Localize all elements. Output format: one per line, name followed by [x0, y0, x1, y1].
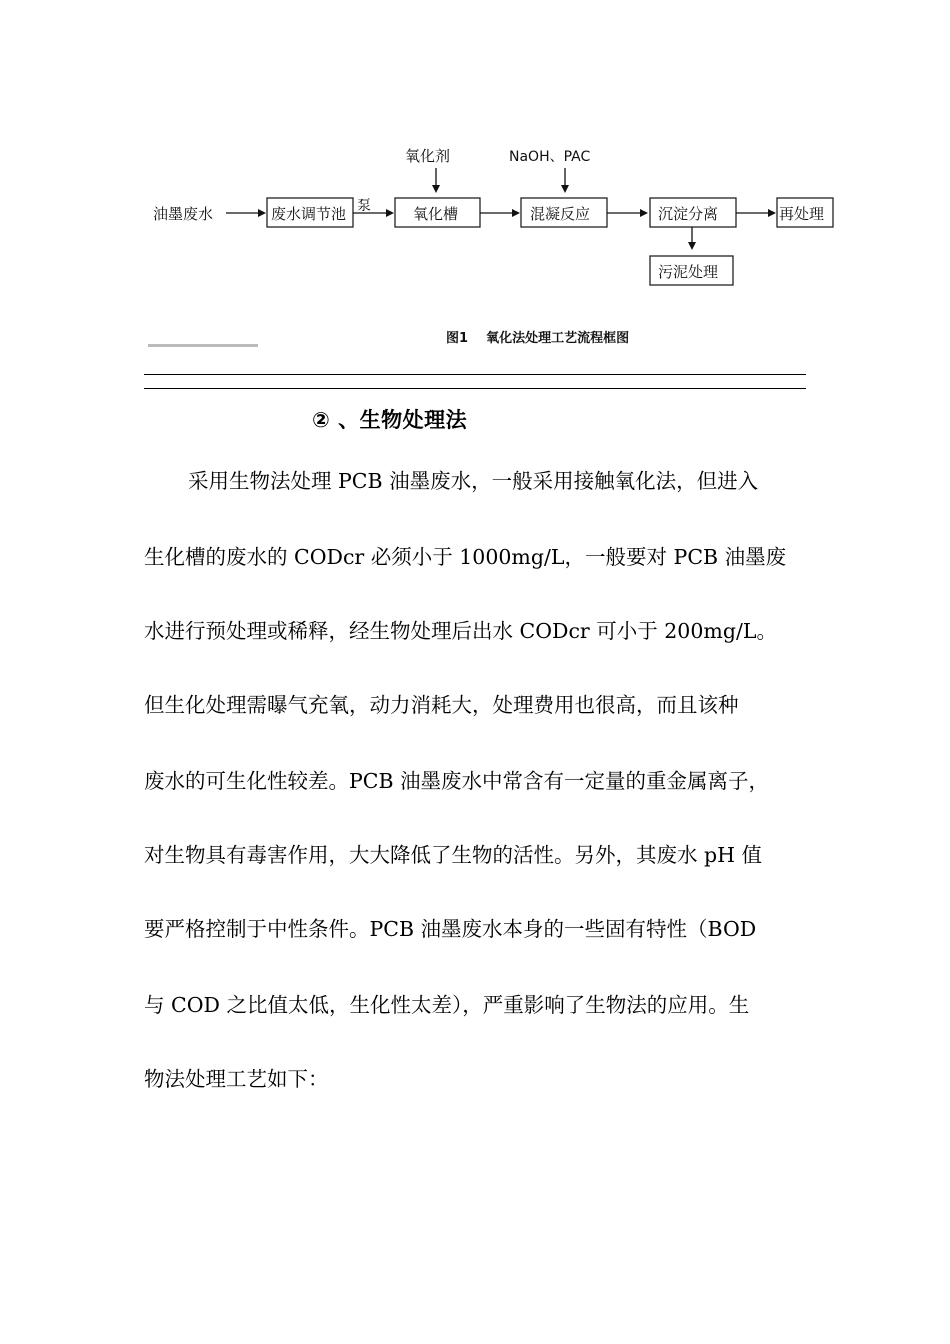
sludge-label: 污泥处理 [658, 263, 719, 281]
scan-artifact [148, 344, 258, 347]
body-line: 对生物具有毒害作用，大大降低了生物的活性。另外，其废水 pH 值 [144, 843, 763, 867]
step-label-sedimentation: 沉淀分离 [658, 205, 719, 223]
arrowhead-oxidant [432, 185, 440, 193]
process-flow-diagram [0, 0, 950, 360]
step-label-coagulation: 混凝反应 [530, 205, 591, 223]
figure-caption: 图1 氧化法处理工艺流程框图 [446, 331, 630, 346]
arrowhead-oxidation [512, 209, 520, 217]
section-heading: ② 、生物处理法 [312, 408, 468, 432]
pump-label: 泵 [357, 198, 371, 214]
divider-bottom [144, 388, 806, 389]
arrowhead-pump [386, 209, 394, 217]
body-line: 要严格控制于中性条件。PCB 油墨废水本身的一些固有特性（BOD [144, 917, 757, 941]
body-line: 采用生物法处理 PCB 油墨废水，一般采用接触氧化法，但进入 [188, 469, 759, 493]
step-label-reprocess: 再处理 [779, 205, 825, 223]
body-line: 物法处理工艺如下： [144, 1067, 329, 1091]
arrowhead-input [258, 209, 266, 217]
body-line: 与 COD 之比值太低，生化性太差），严重影响了生物法的应用。生 [144, 993, 750, 1017]
step-label-adjust-tank: 废水调节池 [271, 205, 347, 223]
body-line: 生化槽的废水的 CODcr 必须小于 1000mg/L，一般要对 PCB 油墨废 [144, 545, 787, 569]
divider-top [144, 374, 806, 375]
arrowhead-sludge [688, 242, 696, 250]
arrowhead-coagulant [561, 185, 569, 193]
body-line: 水进行预处理或稀释，经生物处理后出水 CODcr 可小于 200mg/L。 [144, 619, 777, 643]
arrowhead-sedimentation [768, 209, 776, 217]
oxidant-label: 氧化剂 [405, 147, 451, 165]
arrowhead-coagulation [640, 209, 648, 217]
input-label: 油墨废水 [153, 205, 214, 223]
body-line: 但生化处理需曝气充氧，动力消耗大，处理费用也很高，而且该种 [144, 693, 739, 717]
step-label-oxidation-tank: 氧化槽 [413, 205, 459, 223]
coagulant-label: NaOH、PAC [509, 149, 591, 165]
body-line: 废水的可生化性较差。PCB 油墨废水中常含有一定量的重金属离子， [144, 769, 770, 793]
